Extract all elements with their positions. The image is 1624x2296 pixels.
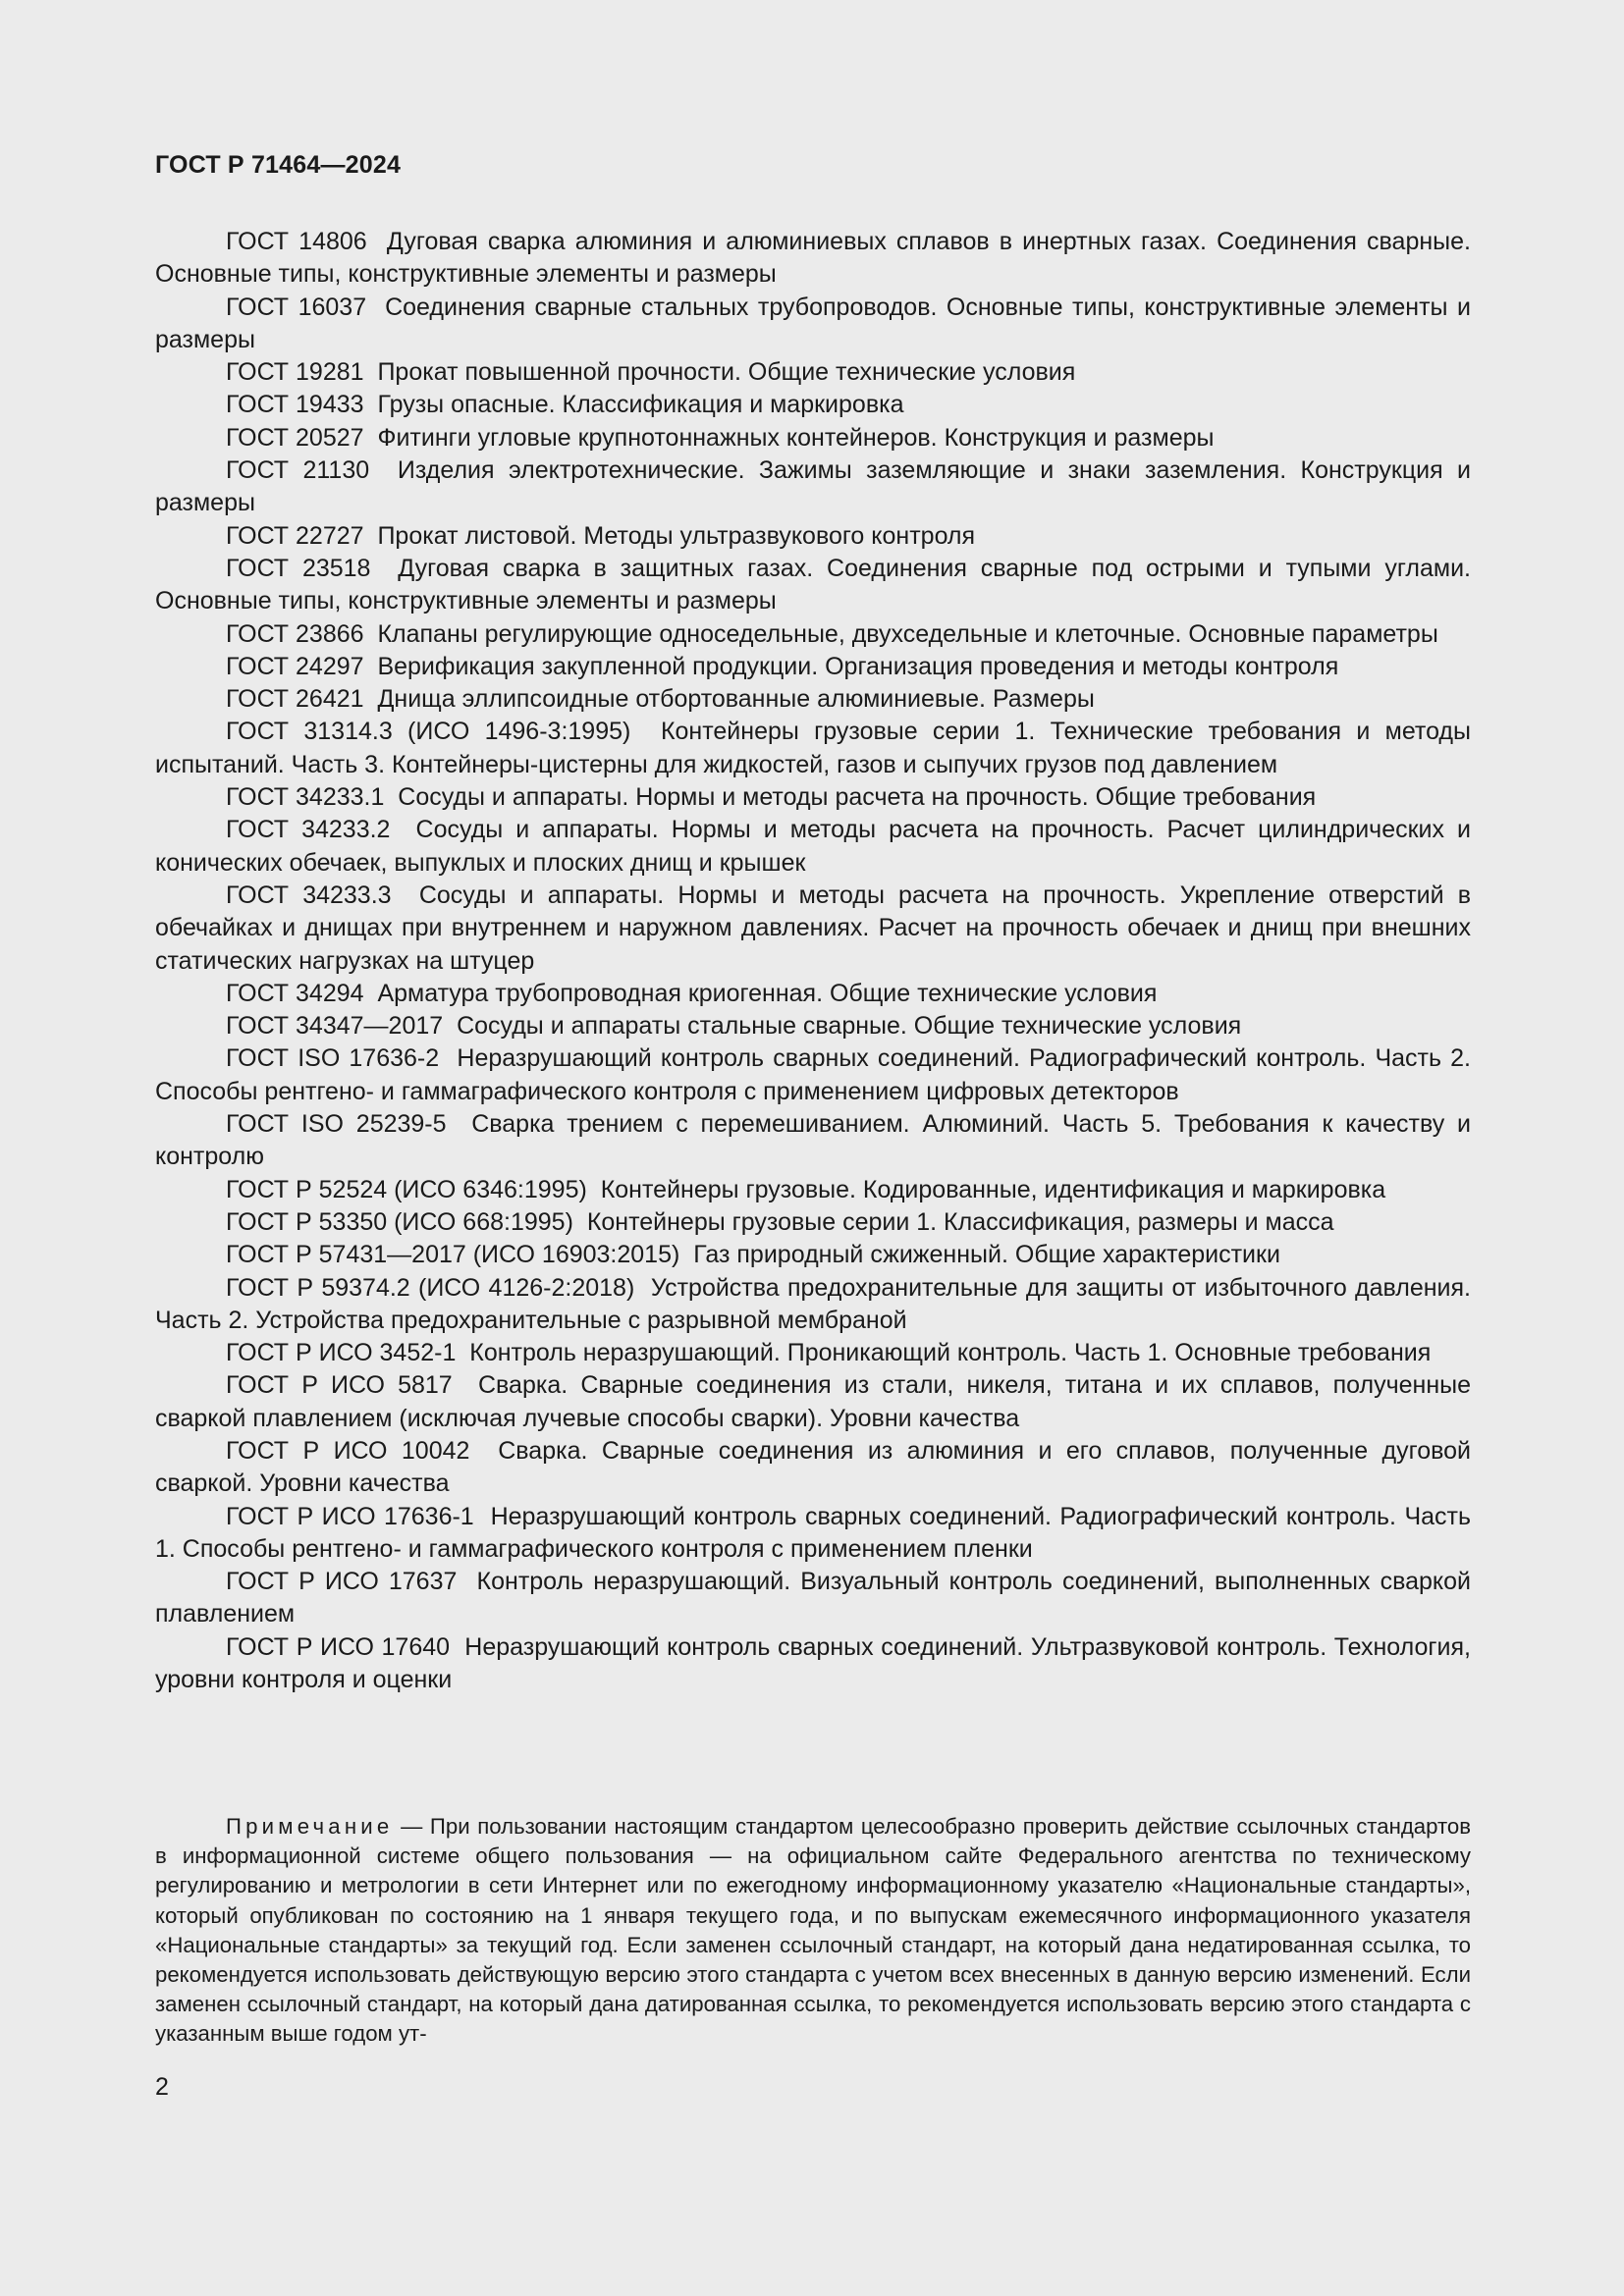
reference-title: Газ природный сжиженный. Общие характеристики	[693, 1241, 1280, 1269]
reference-entry	[155, 292, 1471, 357]
reference-entry	[155, 880, 1471, 978]
reference-entry	[155, 1239, 1471, 1271]
reference-entry	[155, 618, 1471, 651]
reference-title: Днища эллипсоидные отбортованные алюминиевые. Размеры	[377, 685, 1095, 714]
reference-code: ГОСТ Р ИСО 10042	[226, 1436, 470, 1465]
reference-code: ГОСТ 22727	[226, 521, 364, 550]
note-label: Примечание	[226, 1814, 394, 1839]
reference-title: Сварка трением с перемешиванием. Алюминий. Часть 5. Требования к качеству и контролю	[155, 1110, 1472, 1171]
note-text: — При пользовании настоящим стандартом целесообразно проверить действие ссылочных стандартов в информационной системе общего пользования — на официальном сайте Федерального агентства по техническому регулированию и метрологии в сети Интернет или по ежегодному информационному указателю «Национальные стандарты», который опубликован по состоянию на 1 января текущего года, и по выпускам ежемесячного информационного указателя «Национальные стандарты» за текущий год. Если заменен ссылочный стандарт, на который дана недатированная ссылка, то рекомендуется использовать действующую версию этого стандарта с учетом всех внесенных в данную версию изменений. Если заменен ссылочный стандарт, на который дана датированная ссылка, то рекомендуется использовать версию этого стандарта с указанным выше годом ут-	[155, 1814, 1471, 2047]
reference-title: Клапаны регулирующие односедельные, двухседельные и клеточные. Основные параметры	[377, 619, 1438, 648]
reference-title: Грузы опасные. Классификация и маркировка	[377, 391, 904, 419]
reference-code: ГОСТ ISO 17636-2	[226, 1044, 440, 1073]
reference-code: ГОСТ Р ИСО 3452-1	[226, 1339, 457, 1367]
reference-entry	[155, 1369, 1471, 1435]
reference-title: Сосуды и аппараты. Нормы и методы расчета на прочность. Общие требования	[398, 783, 1317, 812]
reference-code: ГОСТ ISO 25239-5	[226, 1110, 447, 1139]
reference-code: ГОСТ Р 59374.2 (ИСО 4126-2:2018)	[226, 1273, 635, 1302]
reference-title: Неразрушающий контроль сварных соединений. Радиографический контроль. Часть 2. Способы рентгено- и гаммаграфического контроля с применением цифровых детекторов	[155, 1044, 1471, 1105]
reference-code: ГОСТ 23518	[226, 554, 371, 582]
reference-code: ГОСТ 21130	[226, 456, 370, 485]
reference-entry	[155, 1206, 1471, 1239]
reference-entry	[155, 814, 1471, 880]
reference-code: ГОСТ 16037	[226, 293, 367, 321]
reference-code: ГОСТ Р ИСО 17636-1	[226, 1502, 474, 1530]
reference-entry	[155, 422, 1471, 454]
reference-code: ГОСТ 14806	[226, 228, 367, 255]
reference-code: ГОСТ 34233.2	[226, 816, 391, 844]
reference-entry	[155, 1042, 1471, 1108]
note-block	[155, 1812, 1471, 2050]
reference-entry	[155, 226, 1471, 292]
reference-code: ГОСТ 19433	[226, 391, 364, 419]
reference-code: ГОСТ 31314.3 (ИСО 1496-3:1995)	[226, 718, 631, 746]
reference-entry	[155, 1435, 1471, 1501]
reference-code: ГОСТ Р 57431—2017 (ИСО 16903:2015)	[226, 1241, 680, 1269]
note-paragraph	[155, 1812, 1471, 2050]
reference-title: Фитинги угловые крупнотоннажных контейнеров. Конструкция и размеры	[377, 423, 1215, 452]
reference-title: Сосуды и аппараты стальные сварные. Общие технические условия	[457, 1012, 1242, 1041]
reference-entry	[155, 1174, 1471, 1206]
reference-title: Устройства предохранительные для защиты от избыточного давления. Часть 2. Устройства предохранительные с разрывной мембраной	[155, 1273, 1471, 1334]
reference-entry	[155, 1501, 1471, 1567]
reference-title: Сосуды и аппараты. Нормы и методы расчета на прочность. Укрепление отверстий в обечайках и днищах при внутреннем и наружном давлениях. Расчет на прочность обечаек и днищ при внешних статических нагрузках на штуцер	[155, 881, 1471, 975]
reference-code: ГОСТ 34294	[226, 979, 364, 1007]
reference-entry	[155, 1272, 1471, 1338]
reference-entry	[155, 520, 1471, 553]
reference-title: Изделия электротехнические. Зажимы заземляющие и знаки заземления. Конструкция и размеры	[155, 456, 1471, 517]
reference-title: Сосуды и аппараты. Нормы и методы расчета на прочность. Расчет цилиндрических и конических обечаек, выпуклых и плоских днищ и крышек	[155, 816, 1471, 877]
reference-title: Сварка. Сварные соединения из алюминия и его сплавов, полученные дуговой сваркой. Уровни качества	[155, 1436, 1471, 1498]
reference-code: ГОСТ 34233.3	[226, 881, 392, 909]
reference-title: Дуговая сварка в защитных газах. Соединения сварные под острыми и тупыми углами. Основные типы, конструктивные элементы и размеры	[155, 554, 1471, 615]
reference-title: Соединения сварные стальных трубопроводов. Основные типы, конструктивные элементы и размеры	[155, 293, 1471, 353]
reference-title: Контейнеры грузовые серии 1. Классификация, размеры и масса	[586, 1207, 1334, 1236]
reference-title: Сварка. Сварные соединения из стали, никеля, титана и их сплавов, полученные сваркой плавлением (исключая лучевые способы сварки). Уровни качества	[155, 1371, 1472, 1432]
reference-code: ГОСТ 20527	[226, 423, 364, 452]
page-number: 2	[155, 2073, 169, 2101]
reference-code: ГОСТ 24297	[226, 652, 364, 680]
reference-entry	[155, 716, 1471, 781]
reference-code: ГОСТ Р ИСО 5817	[226, 1371, 453, 1400]
reference-entry	[155, 1566, 1471, 1631]
reference-title: Контейнеры грузовые серии 1. Технические требования и методы испытаний. Часть 3. Контейнеры-цистерны для жидкостей, газов и сыпучих грузов под давлением	[155, 718, 1471, 778]
reference-title: Прокат листовой. Методы ультразвукового контроля	[377, 521, 976, 550]
reference-entry	[155, 978, 1471, 1010]
reference-entry	[155, 356, 1471, 389]
reference-entry	[155, 683, 1471, 716]
reference-entry	[155, 651, 1471, 683]
normative-references-list	[155, 226, 1471, 1696]
reference-code: ГОСТ Р 53350 (ИСО 668:1995)	[226, 1207, 573, 1236]
reference-entry	[155, 1337, 1471, 1369]
reference-title: Контроль неразрушающий. Визуальный контроль соединений, выполненных сваркой плавлением	[155, 1568, 1471, 1629]
reference-entry	[155, 553, 1471, 618]
reference-title: Верификация закупленной продукции. Организация проведения и методы контроля	[377, 652, 1339, 680]
reference-code: ГОСТ 34347—2017	[226, 1012, 444, 1041]
standard-header: ГОСТ Р 71464—2024	[155, 151, 402, 179]
reference-title: Контроль неразрушающий. Проникающий контроль. Часть 1. Основные требования	[469, 1339, 1432, 1367]
reference-code: ГОСТ 19281	[226, 358, 364, 387]
reference-code: ГОСТ Р 52524 (ИСО 6346:1995)	[226, 1175, 587, 1203]
reference-title: Контейнеры грузовые. Кодированные, идентификация и маркировка	[600, 1175, 1386, 1203]
reference-entry	[155, 781, 1471, 814]
reference-entry	[155, 389, 1471, 421]
reference-title: Арматура трубопроводная криогенная. Общие технические условия	[377, 979, 1158, 1007]
reference-code: ГОСТ Р ИСО 17637	[226, 1568, 458, 1596]
reference-code: ГОСТ 34233.1	[226, 783, 385, 812]
reference-code: ГОСТ 23866	[226, 619, 364, 648]
reference-title: Неразрушающий контроль сварных соединений. Радиографический контроль. Часть 1. Способы рентгено- и гаммаграфического контроля с применением пленки	[155, 1502, 1471, 1563]
reference-code: ГОСТ Р ИСО 17640	[226, 1632, 451, 1661]
reference-title: Дуговая сварка алюминия и алюминиевых сплавов в инертных газах. Соединения сварные. Основные типы, конструктивные элементы и размеры	[155, 228, 1471, 289]
reference-title: Неразрушающий контроль сварных соединений. Ультразвуковой контроль. Технология, уровни контроля и оценки	[155, 1632, 1471, 1694]
reference-entry	[155, 1010, 1471, 1042]
reference-entry	[155, 454, 1471, 520]
reference-title: Прокат повышенной прочности. Общие технические условия	[377, 358, 1076, 387]
reference-entry	[155, 1631, 1471, 1697]
reference-code: ГОСТ 26421	[226, 685, 364, 714]
reference-entry	[155, 1108, 1471, 1174]
